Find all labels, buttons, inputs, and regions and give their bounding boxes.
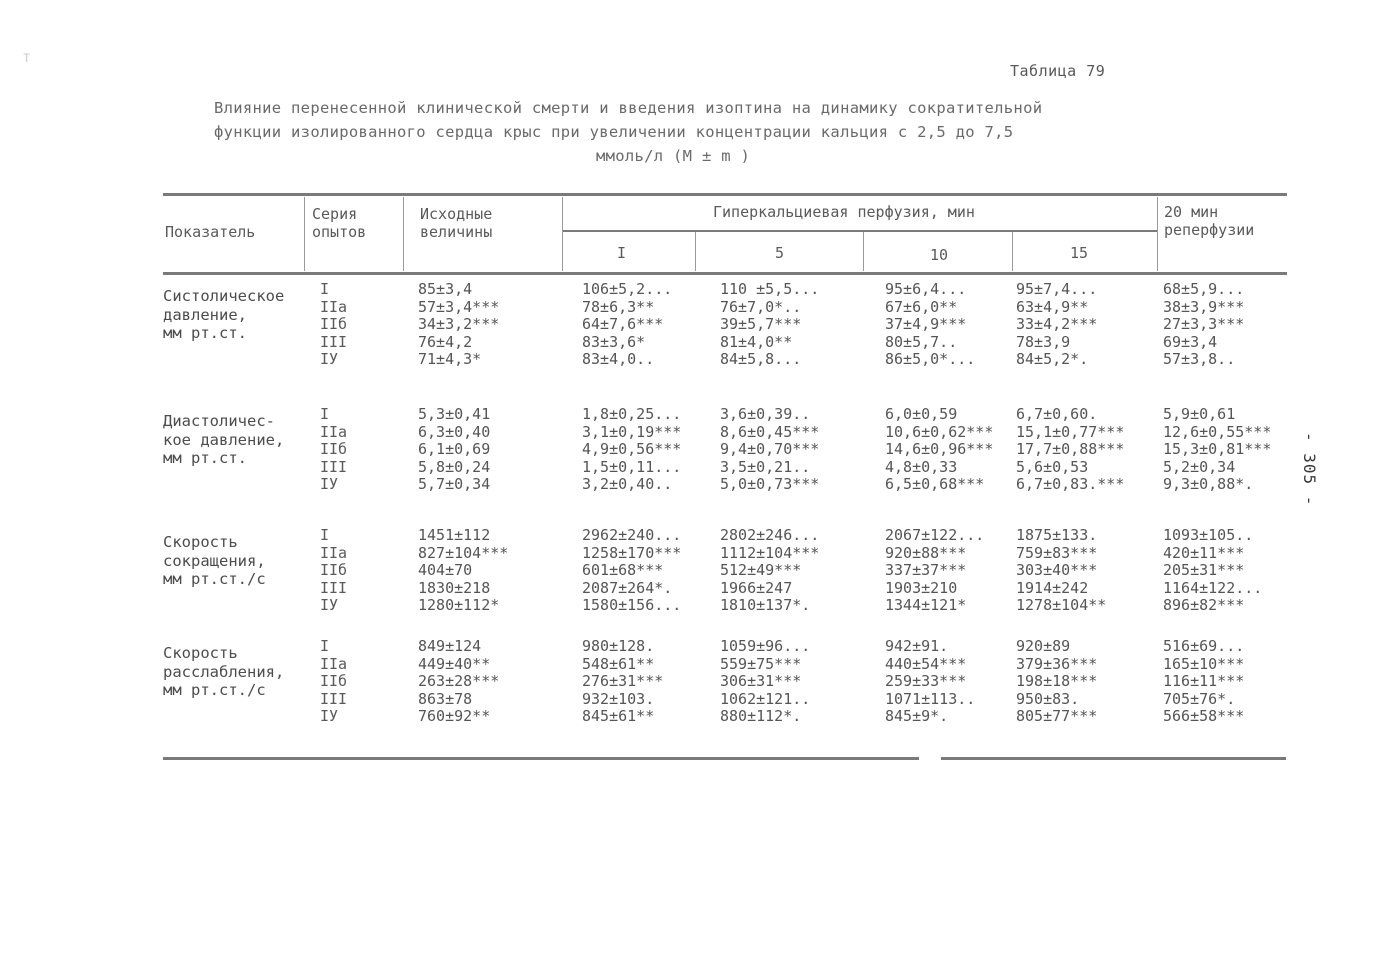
table-cell: 4,9±0,56*** [582, 440, 682, 458]
table-cell: 80±5,7.. [885, 332, 958, 351]
row-label-1: Диастоличес- кое давление, мм рт.ст. [163, 412, 285, 467]
table-cell: 920±89 [1016, 637, 1071, 655]
table-cell: 548±61** [582, 654, 655, 673]
value-column-1-3 [885, 406, 993, 494]
table-cell: 78±3,9 [1016, 332, 1071, 351]
value-column-2-1 [582, 527, 681, 615]
table-cell: 420±11*** [1163, 543, 1245, 562]
table-cell: 9,4±0,70*** [720, 440, 820, 458]
table-cell: 198±18*** [1016, 672, 1098, 690]
table-cell: 2087±264*. [582, 578, 673, 597]
value-column-3-1 [582, 638, 663, 726]
table-cell: 1062±121.. [720, 689, 811, 708]
header-reperfusion: 20 мин реперфузии [1164, 203, 1255, 239]
value-column-1-2 [720, 406, 819, 494]
table-cell: 1164±122... [1163, 578, 1263, 597]
table-cell: 12,6±0,55*** [1163, 422, 1272, 441]
table-cell: 1,8±0,25... [582, 405, 682, 423]
table-cell: 259±33*** [885, 672, 967, 690]
value-column-2-4 [1016, 527, 1106, 615]
value-column-2-0 [418, 527, 508, 615]
table-cell: 5,7±0,34 [418, 475, 491, 493]
table-cell: 38±3,9*** [1163, 297, 1245, 316]
table-cell: 306±31*** [720, 672, 802, 690]
table-cell: 84±5,2*. [1016, 350, 1089, 368]
table-number: Таблица 79 [1010, 62, 1106, 80]
table-cell: 8,6±0,45*** [720, 422, 820, 441]
table-cell: 276±31*** [582, 672, 664, 690]
table-cell: 34±3,2*** [418, 315, 500, 333]
header-minute-5: 5 [775, 244, 785, 262]
table-cell: 95±7,4... [1016, 280, 1098, 298]
col-divider-4 [695, 232, 696, 271]
table-cell: 845±9*. [885, 707, 949, 725]
table-cell: 516±69... [1163, 637, 1245, 655]
table-cell: 2802±246... [720, 526, 820, 544]
page-number: - 305 - [1300, 432, 1319, 507]
value-column-0-1 [582, 281, 672, 369]
table-cell: 86±5,0*... [885, 350, 976, 368]
col-divider-2 [403, 197, 404, 271]
table-cell: 880±112*. [720, 707, 802, 725]
table-cell: 83±4,0.. [582, 350, 655, 368]
value-column-0-5 [1163, 281, 1244, 369]
table-cell: 760±92** [418, 707, 491, 725]
series-label: IIа [320, 654, 348, 673]
table-cell: 759±83*** [1016, 543, 1098, 562]
series-label: IУ [320, 707, 339, 725]
header-bottom-rule [163, 272, 1287, 275]
table-cell: 165±10*** [1163, 654, 1245, 673]
table-cell: 950±83. [1016, 689, 1080, 708]
table-cell: 1278±104** [1016, 596, 1107, 614]
table-cell: 63±4,9** [1016, 297, 1089, 316]
table-cell: 559±75*** [720, 654, 802, 673]
value-column-3-2 [720, 638, 810, 726]
table-cell: 3,2±0,40.. [582, 475, 673, 493]
table-cell: 71±4,3* [418, 350, 482, 368]
series-label: IIа [320, 297, 348, 316]
value-column-2-2 [720, 527, 819, 615]
series-label: III [320, 578, 348, 597]
value-column-1-5 [1163, 406, 1271, 494]
series-list-3 [320, 638, 347, 726]
series-label: IIб [320, 315, 348, 333]
series-label: I [320, 405, 330, 423]
table-cell: 2962±240... [582, 526, 682, 544]
row-label-0: Систолическое давление, мм рт.ст. [163, 287, 285, 342]
table-cell: 263±28*** [418, 672, 500, 690]
table-cell: 805±77*** [1016, 707, 1098, 725]
table-cell: 601±68*** [582, 561, 664, 579]
col-divider-6 [1012, 232, 1013, 271]
series-label: IУ [320, 475, 339, 493]
series-label: I [320, 637, 330, 655]
value-column-2-5 [1163, 527, 1262, 615]
table-cell: 449±40** [418, 654, 491, 673]
table-cell: 845±61** [582, 707, 655, 725]
series-label: III [320, 689, 348, 708]
series-label: I [320, 280, 330, 298]
table-cell: 404±70 [418, 561, 473, 579]
series-list-0 [320, 281, 347, 369]
col-divider-1 [304, 197, 305, 271]
value-column-0-2 [720, 281, 819, 369]
table-cell: 15,1±0,77*** [1016, 422, 1125, 441]
table-cell: 106±5,2... [582, 280, 673, 298]
series-label: IУ [320, 350, 339, 368]
table-cell: 6,7±0,83.*** [1016, 475, 1125, 493]
table-cell: 827±104*** [418, 543, 509, 562]
header-indicator: Показатель [165, 223, 256, 241]
table-cell: 920±88*** [885, 543, 967, 562]
table-cell: 1451±112 [418, 526, 491, 544]
table-cell: 896±82*** [1163, 596, 1245, 614]
table-cell: 17,7±0,88*** [1016, 440, 1125, 458]
table-cell: 337±37*** [885, 561, 967, 579]
series-label: IУ [320, 596, 339, 614]
row-label-2: Скорость сокращения, мм рт.ст./с [163, 533, 266, 588]
table-cell: 1071±113.. [885, 689, 976, 708]
table-cell: 1966±247 [720, 578, 793, 597]
caption-line-2: функции изолированного сердца крыс при увеличении концентрации кальция с 2,5 до 7,5 [214, 123, 1014, 141]
table-cell: 1112±104*** [720, 543, 820, 562]
table-cell: 1280±112* [418, 596, 500, 614]
value-column-2-3 [885, 527, 984, 615]
table-cell: 303±40*** [1016, 561, 1098, 579]
table-cell: 95±6,4... [885, 280, 967, 298]
value-column-0-0 [418, 281, 499, 369]
table-cell: 942±91. [885, 637, 949, 655]
series-list-1 [320, 406, 347, 494]
header-initial: Исходные величины [420, 205, 493, 241]
header-minute-1: I [617, 244, 627, 262]
header-subrule [563, 230, 1157, 232]
table-cell: 33±4,2*** [1016, 315, 1098, 333]
series-label: IIа [320, 543, 348, 562]
series-label: IIб [320, 440, 348, 458]
table-cell: 379±36*** [1016, 654, 1098, 673]
table-cell: 2067±122... [885, 526, 985, 544]
table-cell: 5,8±0,24 [418, 457, 491, 476]
table-top-rule [163, 193, 1287, 196]
series-label: IIб [320, 561, 348, 579]
table-cell: 205±31*** [1163, 561, 1245, 579]
table-cell: 5,9±0,61 [1163, 405, 1236, 423]
table-cell: 116±11*** [1163, 672, 1245, 690]
value-column-0-3 [885, 281, 975, 369]
value-column-3-3 [885, 638, 975, 726]
value-column-3-0 [418, 638, 499, 726]
header-minute-10: 10 [930, 246, 949, 264]
table-cell: 64±7,6*** [582, 315, 664, 333]
table-cell: 6,3±0,40 [418, 422, 491, 441]
table-cell: 1875±133. [1016, 526, 1098, 544]
table-cell: 69±3,4 [1163, 332, 1218, 351]
table-cell: 37±4,9*** [885, 315, 967, 333]
caption-line-1: Влияние перенесенной клинической смерти и введения изоптина на динамику сократительной [214, 99, 1043, 117]
table-cell: 1903±210 [885, 578, 958, 597]
table-cell: 110 ±5,5... [720, 280, 820, 298]
table-cell: 1,5±0,11... [582, 457, 682, 476]
table-cell: 85±3,4 [418, 280, 473, 298]
table-cell: 57±3,4*** [418, 297, 500, 316]
table-cell: 83±3,6* [582, 332, 646, 351]
table-cell: 3,1±0,19*** [582, 422, 682, 441]
table-cell: 81±4,0** [720, 332, 793, 351]
series-label: III [320, 457, 348, 476]
table-cell: 1059±96... [720, 637, 811, 655]
table-cell: 512±49*** [720, 561, 802, 579]
table-cell: 849±124 [418, 637, 482, 655]
table-cell: 6,1±0,69 [418, 440, 491, 458]
header-hypercalcemic: Гиперкальциевая перфузия, мин [713, 203, 975, 221]
row-label-3: Скорость расслабления, мм рт.ст./с [163, 644, 285, 699]
series-list-2 [320, 527, 347, 615]
table-cell: 932±103. [582, 689, 655, 708]
table-cell: 84±5,8... [720, 350, 802, 368]
table-cell: 1093±105.. [1163, 526, 1254, 544]
value-column-1-4 [1016, 406, 1124, 494]
table-cell: 4,8±0,33 [885, 457, 958, 476]
table-cell: 15,3±0,81*** [1163, 440, 1272, 458]
header-minute-15: 15 [1070, 244, 1089, 262]
table-cell: 5,2±0,34 [1163, 457, 1236, 476]
table-cell: 1830±218 [418, 578, 491, 597]
table-cell: 6,5±0,68*** [885, 475, 985, 493]
table-cell: 10,6±0,62*** [885, 422, 994, 441]
value-column-0-4 [1016, 281, 1097, 369]
table-cell: 76±7,0*.. [720, 297, 802, 316]
value-column-1-0 [418, 406, 490, 494]
table-cell: 705±76*. [1163, 689, 1236, 708]
table-cell: 5,6±0,53 [1016, 457, 1089, 476]
series-label: IIб [320, 672, 348, 690]
series-label: IIа [320, 422, 348, 441]
table-cell: 9,3±0,88*. [1163, 475, 1254, 493]
caption-line-3: ммоль/л (М ± m ) [596, 147, 751, 165]
table-cell: 67±6,0** [885, 297, 958, 316]
value-column-1-1 [582, 406, 681, 494]
table-cell: 14,6±0,96*** [885, 440, 994, 458]
table-cell: 57±3,8.. [1163, 350, 1236, 368]
col-divider-7 [1157, 197, 1158, 271]
corner-mark: т [22, 48, 32, 66]
table-cell: 566±58*** [1163, 707, 1245, 725]
table-cell: 1914±242 [1016, 578, 1089, 597]
series-label: III [320, 332, 348, 351]
table-cell: 980±128. [582, 637, 655, 655]
table-cell: 5,3±0,41 [418, 405, 491, 423]
table-bottom-rule-right [941, 757, 1286, 760]
table-cell: 1580±156... [582, 596, 682, 614]
table-cell: 6,7±0,60. [1016, 405, 1098, 423]
table-cell: 3,6±0,39.. [720, 405, 811, 423]
table-cell: 39±5,7*** [720, 315, 802, 333]
table-cell: 440±54*** [885, 654, 967, 673]
header-series: Серия опытов [312, 205, 367, 241]
table-cell: 863±78 [418, 689, 473, 708]
value-column-3-5 [1163, 638, 1244, 726]
value-column-3-4 [1016, 638, 1097, 726]
table-cell: 1810±137*. [720, 596, 811, 614]
table-cell: 68±5,9... [1163, 280, 1245, 298]
series-label: I [320, 526, 330, 544]
table-cell: 3,5±0,21.. [720, 457, 811, 476]
table-cell: 1258±170*** [582, 543, 682, 562]
table-cell: 5,0±0,73*** [720, 475, 820, 493]
table-cell: 78±6,3** [582, 297, 655, 316]
table-cell: 6,0±0,59 [885, 405, 958, 423]
col-divider-5 [863, 232, 864, 271]
table-cell: 27±3,3*** [1163, 315, 1245, 333]
table-caption [150, 96, 1330, 168]
table-cell: 1344±121* [885, 596, 967, 614]
col-divider-3 [562, 197, 563, 271]
table-bottom-rule-left [163, 757, 919, 760]
table-cell: 76±4,2 [418, 332, 473, 351]
